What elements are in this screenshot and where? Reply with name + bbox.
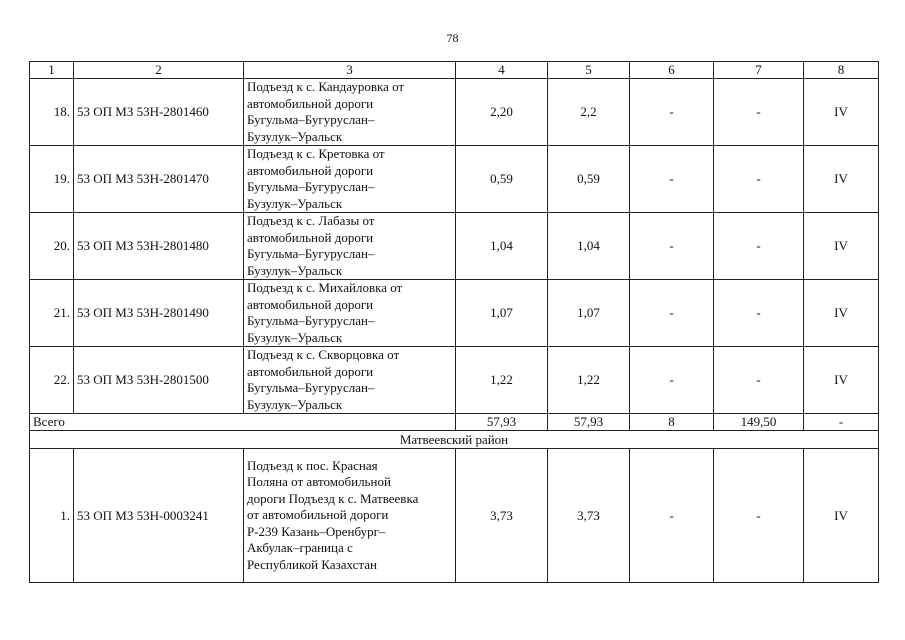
length-total: 1,07 [456, 280, 548, 347]
row-number: 19. [30, 146, 74, 213]
header-row [30, 62, 879, 79]
road-category: IV [804, 146, 879, 213]
column-header: 8 [804, 62, 879, 79]
road-name-line: автомобильной дороги [247, 162, 374, 178]
road-name-line: дороги Подъезд к с. Матвеевка [247, 490, 419, 506]
total-bridges-length: 149,50 [714, 414, 804, 431]
column-header: 5 [548, 62, 630, 79]
district-heading: Матвеевский район [30, 431, 879, 449]
length-total: 1,22 [456, 347, 548, 414]
total-bridges-count: 8 [630, 414, 714, 431]
roads-table [29, 61, 879, 583]
road-code: 53 ОП МЗ 53Н-2801500 [74, 347, 244, 414]
bridges-length: - [714, 79, 804, 146]
column-header: 4 [456, 62, 548, 79]
table-row [30, 449, 879, 583]
total-label: Всего [30, 414, 456, 431]
road-name-line: автомобильной дороги [247, 363, 374, 379]
road-name-line: Бугульма–Бугуруслан– [247, 246, 375, 261]
road-name [244, 347, 456, 414]
bridges-count: - [630, 213, 714, 280]
bridges-length: - [714, 347, 804, 414]
column-header: 7 [714, 62, 804, 79]
road-code: 53 ОП МЗ 53Н-2801470 [74, 146, 244, 213]
road-name-line: Подъезд к пос. Красная [247, 457, 378, 473]
bridges-length: - [714, 449, 804, 583]
row-number: 22. [30, 347, 74, 414]
road-category: IV [804, 213, 879, 280]
road-name-line: от автомобильной дороги [247, 507, 389, 523]
district-heading-row [30, 431, 879, 449]
bridges-count: - [630, 280, 714, 347]
total-length: 57,93 [456, 414, 548, 431]
road-name-line: Подъезд к с. Лабазы от [247, 213, 375, 228]
road-name-line: Бугульма–Бугуруслан– [247, 313, 375, 328]
length-paved: 3,73 [548, 449, 630, 583]
road-name-line: Подъезд к с. Кандауровка от [247, 79, 405, 94]
bridges-count: - [630, 449, 714, 583]
row-number: 1. [30, 449, 74, 583]
road-name [244, 280, 456, 347]
road-name-line: Подъезд к с. Кретовка от [247, 146, 385, 161]
road-category: IV [804, 79, 879, 146]
bridges-count: - [630, 79, 714, 146]
road-name-line: Подъезд к с. Михайловка от [247, 280, 403, 295]
road-name-line: Бугульма–Бугуруслан– [247, 380, 375, 395]
road-code: 53 ОП МЗ 53Н-2801460 [74, 79, 244, 146]
length-paved: 1,07 [548, 280, 630, 347]
length-total: 1,04 [456, 213, 548, 280]
bridges-length: - [714, 213, 804, 280]
road-code: 53 ОП МЗ 53Н-0003241 [74, 449, 244, 583]
road-name [244, 79, 456, 146]
road-code: 53 ОП МЗ 53Н-2801490 [74, 280, 244, 347]
road-name-line: Бузулук–Уральск [247, 396, 343, 412]
road-category: IV [804, 347, 879, 414]
road-name-line: Поляна от автомобильной [247, 474, 391, 490]
total-row [30, 414, 879, 431]
road-name-line: автомобильной дороги [247, 95, 374, 111]
bridges-count: - [630, 347, 714, 414]
length-paved: 1,22 [548, 347, 630, 414]
table-row [30, 79, 879, 146]
column-header: 2 [74, 62, 244, 79]
table-row [30, 280, 879, 347]
column-header: 1 [30, 62, 74, 79]
road-name-line: Бузулук–Уральск [247, 195, 343, 211]
road-name-line: Бузулук–Уральск [247, 329, 343, 345]
road-code: 53 ОП МЗ 53Н-2801480 [74, 213, 244, 280]
road-name-line: Бузулук–Уральск [247, 262, 343, 278]
bridges-length: - [714, 146, 804, 213]
length-paved: 2,2 [548, 79, 630, 146]
length-total: 2,20 [456, 79, 548, 146]
table-row [30, 146, 879, 213]
length-paved: 1,04 [548, 213, 630, 280]
bridges-count: - [630, 146, 714, 213]
road-name-line: Подъезд к с. Скворцовка от [247, 347, 400, 362]
row-number: 18. [30, 79, 74, 146]
road-name [244, 146, 456, 213]
length-total: 3,73 [456, 449, 548, 583]
table-row [30, 213, 879, 280]
length-total: 0,59 [456, 146, 548, 213]
page-number: 78 [446, 31, 459, 45]
road-category: IV [804, 280, 879, 347]
road-name-line: автомобильной дороги [247, 296, 374, 312]
bridges-length: - [714, 280, 804, 347]
row-number: 20. [30, 213, 74, 280]
road-name-line: Акбулак–граница с [247, 540, 353, 556]
column-header: 3 [244, 62, 456, 79]
road-name [244, 213, 456, 280]
road-name-line: Бузулук–Уральск [247, 128, 343, 144]
row-number: 21. [30, 280, 74, 347]
road-name-line: Р-239 Казань–Оренбург– [247, 523, 386, 539]
road-name-line: Бугульма–Бугуруслан– [247, 112, 375, 127]
total-length-paved: 57,93 [548, 414, 630, 431]
road-name-line: Бугульма–Бугуруслан– [247, 179, 375, 194]
table-row [30, 347, 879, 414]
road-name-line: Республикой Казахстан [247, 556, 377, 572]
column-header: 6 [630, 62, 714, 79]
road-name-line: автомобильной дороги [247, 229, 374, 245]
road-category: IV [804, 449, 879, 583]
total-category: - [804, 414, 879, 431]
length-paved: 0,59 [548, 146, 630, 213]
road-name [244, 449, 456, 583]
